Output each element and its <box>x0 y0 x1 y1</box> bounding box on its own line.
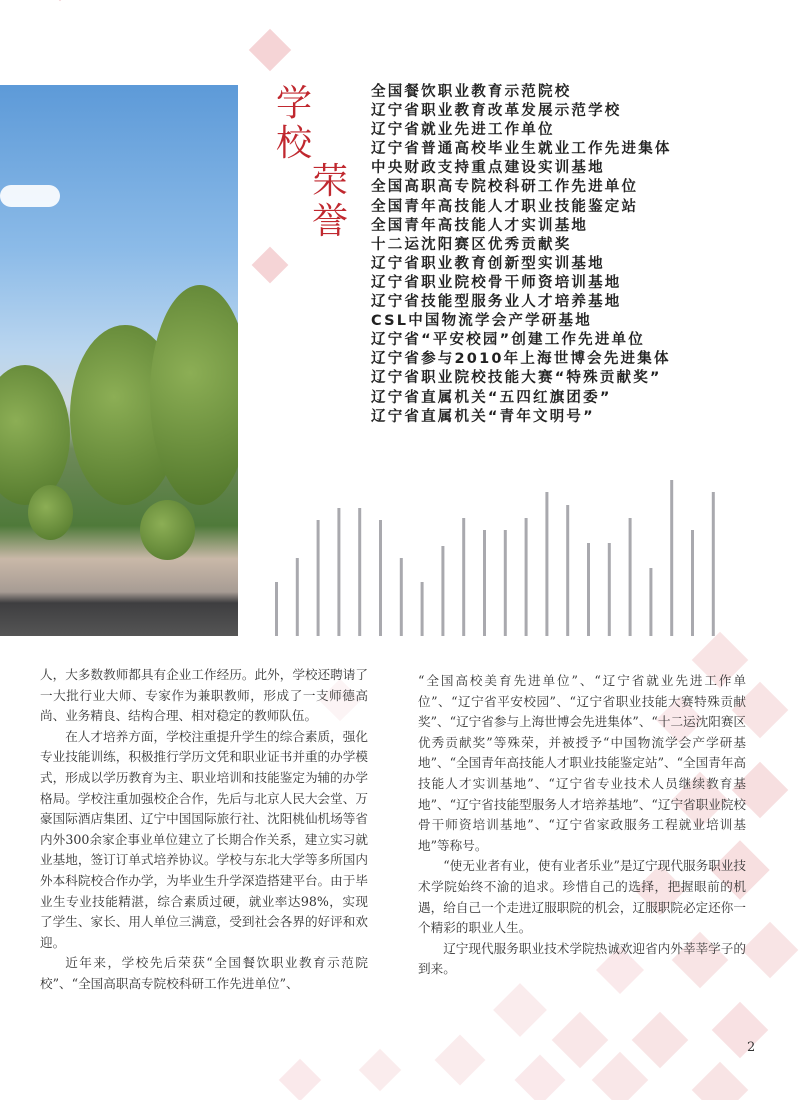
decor-bar <box>608 543 611 636</box>
honor-item: 全国高职高专院校科研工作先进单位 <box>371 179 639 196</box>
decor-bar <box>337 508 340 636</box>
decor-bar <box>691 530 694 636</box>
page-number: 2 <box>747 1040 756 1055</box>
left-text-column <box>40 665 368 995</box>
honor-item: 辽宁省技能型服务业人才培养基地 <box>371 294 622 311</box>
decor-bar <box>566 505 569 636</box>
paragraph: 近年来，学校先后荣获“全国餐饮职业教育示范院校”、“全国高职高专院校科研工作先进单位”、 <box>40 955 368 991</box>
decor-bar <box>317 520 320 636</box>
decor-bar <box>296 558 299 636</box>
honor-item: 辽宁省职业院校骨干师资培训基地 <box>371 274 622 291</box>
honor-item: 辽宁省直属机关“五四红旗团委” <box>371 389 612 406</box>
honor-item: 辽宁省职业教育创新型实训基地 <box>371 255 605 272</box>
decor-bar <box>400 558 403 636</box>
decor-bar <box>525 518 528 636</box>
decor-bar <box>670 480 673 636</box>
honor-item: 辽宁省参与2010年上海世博会先进集体 <box>371 351 671 368</box>
right-text-column <box>418 671 746 980</box>
decor-bar <box>649 568 652 636</box>
honor-item: CSL中国物流学会产学研基地 <box>371 313 592 330</box>
decor-bar <box>483 530 486 636</box>
honor-item: 中央财政支持重点建设实训基地 <box>371 160 605 177</box>
honor-item: 全国青年高技能人才职业技能鉴定站 <box>371 198 639 215</box>
decor-bar <box>421 582 424 636</box>
title-line-2: 荣誉 <box>312 161 349 242</box>
decor-bar <box>379 520 382 636</box>
decor-bar <box>629 518 632 636</box>
decor-bar <box>545 492 548 636</box>
paragraph: 在人才培养方面，学校注重提升学生的综合素质，强化专业技能训练，积极推行学历文凭和职业证书并重的办学模式，形成以学历教育为主、职业培训和技能鉴定为辅的办学格局。学校注重加强校企合作，先后与北京人民大会堂、万豪国际酒店集团、辽宁中国国际旅行社、沈阳桃仙机场等省内外300余家企事业单位建立了长期合作关系，建立实习就业基地，签订订单式培养协议。学校与东北大学等多所国内外本科院校合作办学，为毕业生升学深造搭建平台。由于毕业生专业技能精湛，综合素质过硬，就业率达98%，实现了学生、家长、用人单位三满意，受到社会各界的好评和欢迎。 <box>40 728 368 950</box>
honor-item: 全国青年高技能人才实训基地 <box>371 217 589 234</box>
title-line-1: 学校 <box>276 83 313 164</box>
honor-item: 十二运沈阳赛区优秀贡献奖 <box>371 236 572 253</box>
honor-item: 辽宁省“平安校园”创建工作先进单位 <box>371 332 645 349</box>
paragraph: “使无业者有业，使有业者乐业”是辽宁现代服务职业技术学院始终不渝的追求。珍惜自己的选择，把握眼前的机遇，给自己一个走进辽服职院的机会，辽服职院必定还你一个精彩的职业人生。 <box>418 858 746 936</box>
paragraph: 辽宁现代服务职业技术学院热诚欢迎省内外莘莘学子的到来。 <box>418 940 746 977</box>
decor-bar <box>275 582 278 636</box>
honor-item: 辽宁省就业先进工作单位 <box>371 122 555 139</box>
decor-bar <box>504 530 507 636</box>
honor-item: 辽宁省直属机关“青年文明号” <box>371 408 595 425</box>
decor-bar <box>712 492 715 636</box>
paragraph: “全国高校美育先进单位”、“辽宁省就业先进工作单位”、“辽宁省平安校园”、“辽宁省职业技能大赛特殊贡献奖”、“辽宁省参与上海世博会先进集体”、“十二运沈阳赛区优秀贡献奖”等殊荣，并被授予“中国物流学会产学研基地”、“全国青年高技能人才职业技能鉴定站”、“全国青年高技能人才实训基地”、“辽宁省专业技术人员继续教育基地”、“辽宁省技能型服务人才培养基地”、“辽宁省职业院校骨干师资培训基地”、“辽宁省家政服务工程就业培训基地”等称号。 <box>418 673 747 853</box>
decor-bar <box>358 508 361 636</box>
decor-bar <box>587 543 590 636</box>
paragraph: 人，大多数教师都具有企业工作经历。此外，学校还聘请了一大批行业大师、专家作为兼职教师，形成了一支师德高尚、业务精良、结构合理、相对稳定的教师队伍。 <box>40 667 368 724</box>
honor-item: 辽宁省普通高校毕业生就业工作先进集体 <box>371 141 672 158</box>
honor-item: 辽宁省职业院校技能大赛“特殊贡献奖” <box>371 370 662 387</box>
honor-item: 辽宁省职业教育改革发展示范学校 <box>371 103 622 120</box>
honor-item: 全国餐饮职业教育示范院校 <box>371 84 572 100</box>
decor-bar <box>441 546 444 636</box>
decor-bar <box>462 518 465 636</box>
